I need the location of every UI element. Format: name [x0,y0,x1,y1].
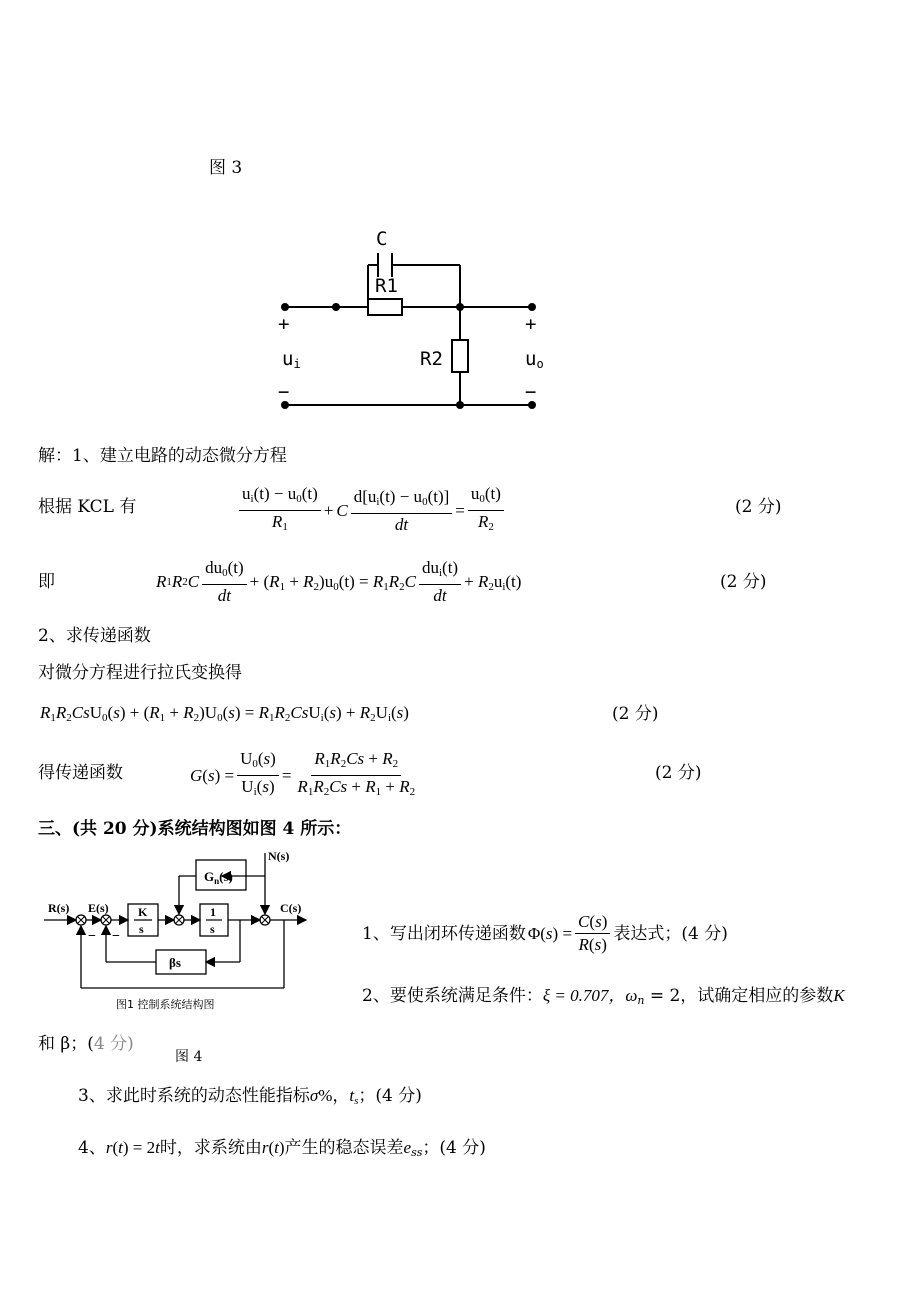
bd-K-numerator: K [138,905,148,919]
bd-int-denominator: s [210,922,215,936]
solution-step2: 2、求传递函数 [38,626,151,646]
kcl-equation: $\frac{u_i(t) - u_0(t)}{R_1}$ + C $\frac{d[u_i(t) - u_0(t)]}{dt}$ = $\frac{u_0(t)}{R_2}$ [236,484,507,537]
bd-caption: 图1 控制系统结构图 [116,998,215,1011]
score-3: (2 分) [612,704,659,724]
solution-step1: 解：1、建立电路的动态微分方程 [38,446,287,466]
block-diagram [44,848,314,1016]
bd-K-denominator: s [139,922,144,936]
transfer-function-label: 得传递函数 [38,763,123,783]
score-1: (2 分) [735,497,782,517]
ji-label: 即 [38,572,55,592]
bd-E-label: E(s) [88,901,109,915]
bd-R-label: R(s) [48,901,70,915]
capacitor-label: C [376,228,388,250]
bd-Gn-label: $G_n(s)$ [204,869,233,886]
section-3-heading: 三、(共 20 分)系统结构图如图 4 所示： [38,819,352,839]
laplace-text: 对微分方程进行拉氏变换得 [38,663,242,683]
question-1: 1、写出闭环传递函数 Φ(s) = $\frac{C(s)}{R(s)}$ 表达式；(4 分) [362,912,728,954]
question-3: 3、求此时系统的动态性能指标σ%，$t_s$；(4 分) [78,1086,422,1107]
kcl-label: 根据 KCL 有 [38,497,137,517]
input-voltage-label: ui [282,348,301,371]
question-2-continued: 和 β；(4 分) [38,1034,134,1054]
input-plus: + [278,313,290,335]
output-minus: − [525,381,537,403]
rc-circuit-diagram [270,215,560,415]
figure-4-caption: 图 4 [175,1049,203,1065]
output-plus: + [525,313,537,335]
bd-beta-label: βs [169,955,181,970]
laplace-equation: $R_1R_2CsU_0(s) + (R_1 + R_2)U_0(s) = R_1R_2CsU_i(s) + R_2U_i(s)$ [40,703,409,724]
differential-equation: R 1 R 2 C $\frac{du_0(t)}{dt}$ + $(R_1 + R_2)u_0(t) = R_1R_2C$ $\frac{du_i(t)}{dt}$ + $R_2u_i(t)$ [156,558,522,605]
bd-C-label: C(s) [280,901,302,915]
r1-label: R1 [375,275,398,297]
transfer-function-equation: G (s) = $\frac{U_0(s)}{U_i(s)}$ = $\frac{R_1R_2Cs + R_2}{R_1R_2Cs + R_1 + R_2}$ [190,749,416,798]
input-minus: − [278,381,290,403]
figure-3-caption: 图 3 [209,158,243,178]
question-4: 4、r(t) = 2t时，求系统由r(t)产生的稳态误差$e_{ss}$；(4 分) [78,1138,486,1159]
r2-label: R2 [420,348,443,370]
question-2: 2、要使系统满足条件：ξ = 0.707，$\omega_n = 2$，试确定相应的参数K [362,986,845,1007]
bd-minus-1: − [88,929,96,944]
bd-int-numerator: 1 [210,905,216,919]
score-4: (2 分) [655,763,702,783]
bd-N-label: N(s) [268,849,290,863]
output-voltage-label: uo [525,348,544,371]
score-2: (2 分) [720,572,767,592]
bd-minus-2: − [112,929,120,944]
